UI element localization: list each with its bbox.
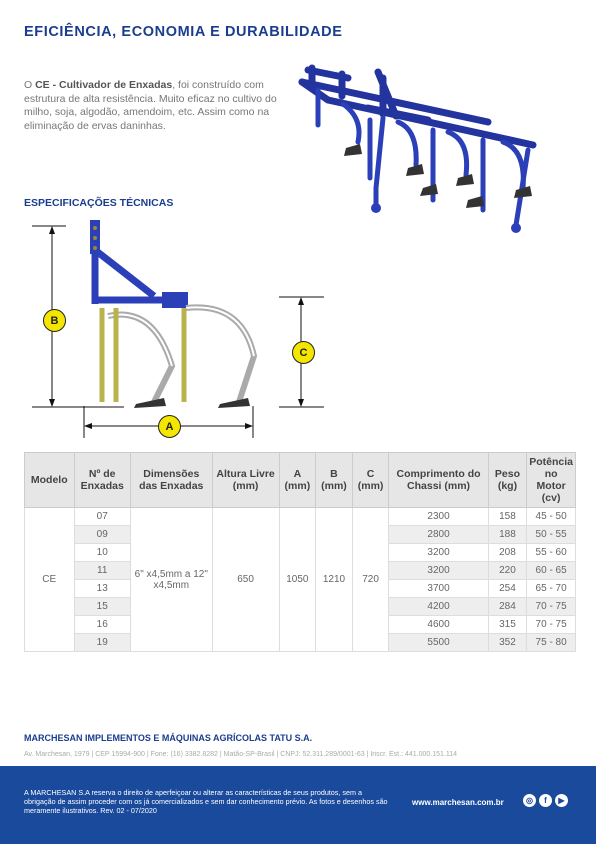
cell-potencia: 55 - 60 — [527, 544, 576, 562]
col-header-modelo: Modelo — [25, 453, 75, 508]
cell-enxadas: 09 — [74, 526, 130, 544]
intro-prefix: O — [24, 79, 36, 91]
cell-peso: 208 — [488, 544, 527, 562]
company-name: MARCHESAN IMPLEMENTOS E MÁQUINAS AGRÍCOLAS TATU S.A. — [24, 733, 313, 743]
spec-table — [24, 452, 576, 652]
table-header-row — [25, 453, 576, 508]
footer-bar — [0, 766, 596, 844]
website-link[interactable]: www.marchesan.com.br — [412, 798, 504, 807]
cell-enxadas: 10 — [74, 544, 130, 562]
col-header-b: B (mm) — [316, 453, 353, 508]
cell-comprimento: 4200 — [389, 598, 488, 616]
col-header-altura: Altura Livre (mm) — [212, 453, 279, 508]
cell-peso: 254 — [488, 580, 527, 598]
cell-peso: 315 — [488, 616, 527, 634]
cell-altura: 650 — [212, 508, 279, 652]
cell-comprimento: 5500 — [389, 634, 488, 652]
cell-peso: 158 — [488, 508, 527, 526]
cell-modelo: CE — [25, 508, 75, 652]
cell-comprimento: 4600 — [389, 616, 488, 634]
product-name: CE - Cultivador de Enxadas — [35, 79, 173, 91]
intro-text: , foi construído com estrutura de alta resistência. Muito eficaz no cultivo do milho, soja, algodão, amendoim, etc. Assim como na eliminação de ervas daninhas. — [24, 79, 277, 132]
cell-a: 1050 — [279, 508, 316, 652]
cell-comprimento: 3200 — [389, 544, 488, 562]
cell-enxadas: 11 — [74, 562, 130, 580]
col-header-potencia: Potência no Motor (cv) — [527, 453, 576, 508]
cell-comprimento: 2800 — [389, 526, 488, 544]
cell-potencia: 70 - 75 — [527, 598, 576, 616]
instagram-icon[interactable]: ◎ — [523, 794, 536, 807]
cell-enxadas: 13 — [74, 580, 130, 598]
cell-enxadas: 15 — [74, 598, 130, 616]
cell-peso: 352 — [488, 634, 527, 652]
col-header-peso: Peso (kg) — [488, 453, 527, 508]
spec-title: ESPECIFICAÇÕES TÉCNICAS — [24, 197, 174, 209]
col-header-comprimento: Comprimento do Chassi (mm) — [389, 453, 488, 508]
cell-potencia: 65 - 70 — [527, 580, 576, 598]
disclaimer-text: A MARCHESAN S.A reserva o direito de aperfeiçoar ou alterar as características de seus produtos, sem a obrigação de assim proceder com os já comercializados e sem dar conhecimento prévio. As fotos e desenhos são meramente ilustrativos. Rev. 02 - 07/2020 — [24, 788, 388, 815]
col-header-c: C (mm) — [352, 453, 389, 508]
col-header-a: A (mm) — [279, 453, 316, 508]
cell-dimensoes: 6" x4,5mm a 12" x4,5mm — [130, 508, 212, 652]
cell-potencia: 75 - 80 — [527, 634, 576, 652]
dimension-diagram — [24, 216, 324, 448]
dimension-a-badge: A — [158, 415, 181, 438]
cell-comprimento: 2300 — [389, 508, 488, 526]
facebook-icon[interactable]: f — [539, 794, 552, 807]
col-header-dimensoes: Dimensões das Enxadas — [130, 453, 212, 508]
cultivator-image — [288, 60, 553, 240]
dimension-c-badge: C — [292, 341, 315, 364]
cell-b: 1210 — [316, 508, 353, 652]
youtube-icon[interactable]: ▶ — [555, 794, 568, 807]
dimension-b-badge: B — [43, 309, 66, 332]
page-title: EFICIÊNCIA, ECONOMIA E DURABILIDADE — [24, 24, 343, 40]
cell-enxadas: 16 — [74, 616, 130, 634]
cell-potencia: 50 - 55 — [527, 526, 576, 544]
intro-paragraph — [24, 79, 286, 133]
cell-peso: 220 — [488, 562, 527, 580]
cell-comprimento: 3700 — [389, 580, 488, 598]
cell-comprimento: 3200 — [389, 562, 488, 580]
cell-potencia: 70 - 75 — [527, 616, 576, 634]
cell-peso: 188 — [488, 526, 527, 544]
cell-potencia: 45 - 50 — [527, 508, 576, 526]
social-icons — [523, 794, 568, 807]
table-row — [25, 508, 576, 526]
cell-enxadas: 19 — [74, 634, 130, 652]
col-header-enxadas: Nº de Enxadas — [74, 453, 130, 508]
cell-enxadas: 07 — [74, 508, 130, 526]
company-address: Av. Marchesan, 1979 | CEP 15994-900 | Fone: (16) 3382.8282 | Matão-SP-Brasil | CNPJ: 52.311.289/0001-63 | Inscr. Est.: 441.000.151.114 — [24, 751, 457, 758]
cell-potencia: 60 - 65 — [527, 562, 576, 580]
cell-c: 720 — [352, 508, 389, 652]
cell-peso: 284 — [488, 598, 527, 616]
